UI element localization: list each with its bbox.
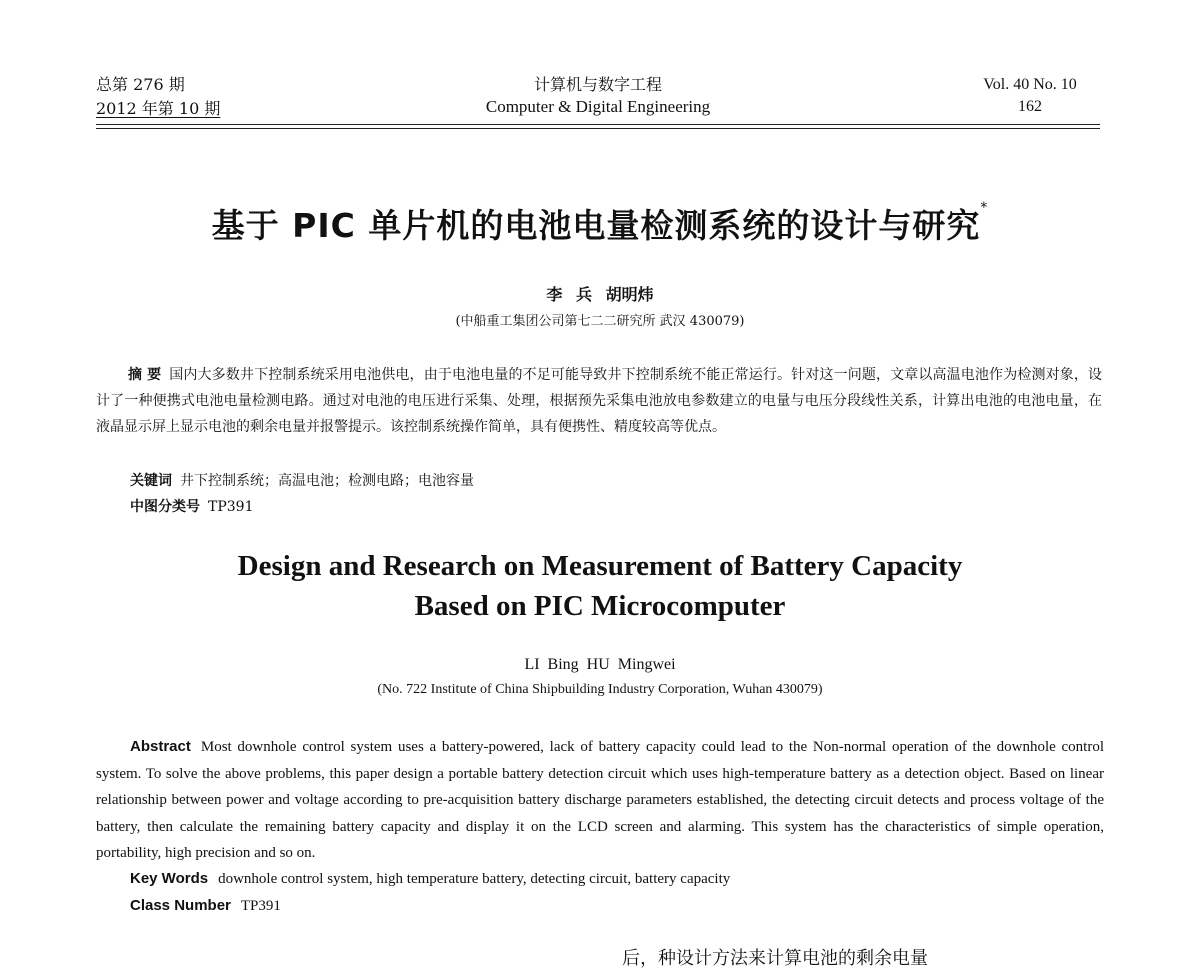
abstract-en (96, 734, 1104, 867)
title-en-line1: Design and Research on Measurement of Battery Capacity (237, 550, 963, 582)
issue-total: 总第 276 期 (96, 75, 185, 94)
title-cn-text: 基于 PIC 单片机的电池电量检测系统的设计与研究 (211, 206, 981, 245)
paper-title-cn (0, 200, 1200, 247)
journal-name (400, 74, 796, 118)
authors-en: LI Bing HU Mingwei (524, 656, 676, 673)
affiliation-en: (No. 722 Institute of China Shipbuilding Industry Corporation, Wuhan 430079) (377, 682, 823, 697)
keywords-cn (130, 468, 474, 494)
affiliation-cn: (中船重工集团公司第七二二研究所 武汉 430079) (455, 314, 745, 329)
class-number-cn-label: 中图分类号 (130, 499, 200, 515)
header-rule-top (96, 124, 1100, 125)
body-text-cutoff: 后，种设计方法来计算电池的剩余电量 (622, 948, 928, 969)
keywords-en-label: Key Words (130, 870, 209, 887)
keywords-en-text: downhole control system, high temperature battery, detecting circuit, battery capacity (218, 871, 731, 887)
volume-info (960, 74, 1100, 118)
title-en-line2: Based on PIC Microcomputer (414, 590, 786, 622)
abstract-cn-label: 摘 要 (128, 367, 162, 383)
class-number-cn (130, 494, 253, 520)
title-footnote-mark: * (980, 200, 989, 216)
keywords-en (130, 866, 730, 892)
class-number-en-label: Class Number (130, 897, 231, 914)
keywords-cn-text: 井下控制系统；高温电池；检测电路；电池容量 (180, 473, 474, 489)
issue-info (96, 74, 220, 120)
abstract-cn-text: 国内大多数井下控制系统采用电池供电，由于电池电量的不足可能导致井下控制系统不能正常运行。针对这一问题，文章以高温电池作为检测对象，设计了一种便携式电池电量检测电路。通过对电池的电压进行采集、处理，根据预先采集电池放电参数建立的电量与电压分段线性关系，计算出电池的电池电量，在液晶显示屏上显示电池的剩余电量并报警提示。该控制系统操作简单，具有便携性、精度较高等优点。 (96, 367, 1102, 435)
abstract-cn (96, 362, 1102, 440)
page-number: 162 (1018, 98, 1042, 115)
class-number-en (130, 893, 281, 919)
journal-name-cn: 计算机与数字工程 (533, 75, 662, 94)
volume-number: Vol. 40 No. 10 (983, 76, 1077, 93)
abstract-en-label: Abstract (130, 738, 191, 755)
class-number-en-text: TP391 (240, 898, 281, 914)
journal-name-en: Computer & Digital Engineering (485, 97, 711, 116)
issue-year: 2012 年第 10 期 (96, 99, 221, 118)
class-number-cn-text: TP391 (208, 499, 254, 515)
keywords-cn-label: 关键词 (130, 473, 172, 489)
paper-title-en (0, 546, 1200, 626)
header-rule-bottom (96, 128, 1100, 129)
authors-cn: 李 兵 胡明炜 (546, 285, 654, 304)
abstract-en-text: Most downhole control system uses a battery-powered, lack of battery capacity could lead to the Non-normal operation of the downhole control system. To solve the above problems, this paper design a portable battery detection circuit which uses high-temperature battery as a detection object. Based on linear relationship between power and voltage according to pre-acquisition battery discharge parameters established, the detecting circuit detects and process voltage of the battery, then calculate the remaining battery capacity and display it on the LCD screen and alarming. This system has the characteristics of simple operation, portability, high precision and so on. (96, 739, 1104, 861)
